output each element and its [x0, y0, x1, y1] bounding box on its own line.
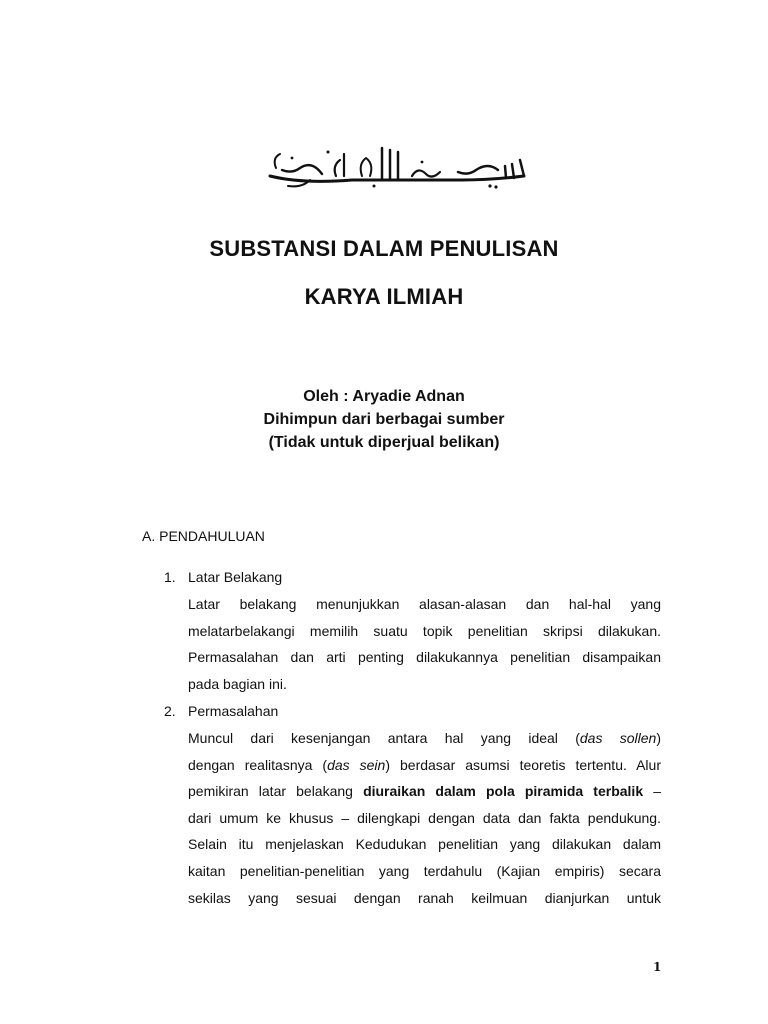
paragraph-line: Selain itu menjelaskan Kedudukan penelitian yang dilakukan dalam: [188, 836, 661, 853]
text-run: dengan realitasnya (: [188, 756, 328, 773]
list-item-1-paragraph: [188, 591, 661, 697]
page-number: 1: [653, 960, 662, 974]
list-item-1-number: 1.: [164, 569, 176, 585]
text-run: –: [643, 783, 661, 800]
paragraph-line: pada bagian ini.: [188, 675, 287, 692]
paragraph-line: kaitan penelitian-penelitian yang terdahulu (Kajian empiris) secara: [188, 862, 661, 879]
paragraph-line: melatarbelakangi memilih suatu topik penelitian skripsi dilakukan.: [188, 622, 661, 639]
list-item-1-label: Latar Belakang: [188, 569, 283, 585]
text-run: Muncul dari kesenjangan antara hal yang ideal (: [188, 730, 580, 746]
paragraph-line: [188, 725, 661, 752]
italic-term: das sein: [327, 756, 386, 773]
document-title-line-2: KARYA ILMIAH: [304, 284, 464, 309]
byline-note: (Tidak untuk diperjual belikan): [268, 434, 500, 451]
paragraph-line: dari umum ke khusus – dilengkapi dengan data dan fakta pendukung.: [188, 809, 661, 826]
byline-source: Dihimpun dari berbagai sumber: [263, 411, 505, 428]
paragraph-line: [188, 752, 661, 779]
basmala-calligraphy-image: [262, 140, 534, 192]
paragraph-line: Permasalahan dan arti penting dilakukannya penelitian disampaikan: [188, 649, 661, 666]
paragraph-line: sekilas yang sesuai dengan ranah keilmuan dianjurkan untuk: [188, 889, 661, 906]
text-run: ): [656, 730, 661, 746]
paragraph-line: [188, 778, 661, 805]
section-heading: A. PENDAHULUAN: [142, 528, 265, 544]
bold-phrase: diuraikan dalam pola piramida terbalik: [363, 783, 644, 800]
list-item-2-number: 2.: [164, 703, 176, 719]
text-run: pemikiran latar belakang: [188, 783, 364, 800]
document-title-line-1: SUBSTANSI DALAM PENULISAN: [209, 236, 559, 261]
basmala-calligraphy: [262, 140, 534, 192]
paragraph-line: Latar belakang menunjukkan alasan-alasan dan hal-hal yang: [188, 596, 661, 612]
italic-term: das sollen: [579, 730, 657, 746]
list-item-2-paragraph: [188, 725, 661, 911]
text-run: ) berdasar asumsi teoretis tertentu. Alur: [385, 756, 661, 773]
list-item-2-label: Permasalahan: [188, 703, 279, 719]
byline: [0, 385, 768, 454]
byline-author: Oleh : Aryadie Adnan: [303, 388, 465, 405]
